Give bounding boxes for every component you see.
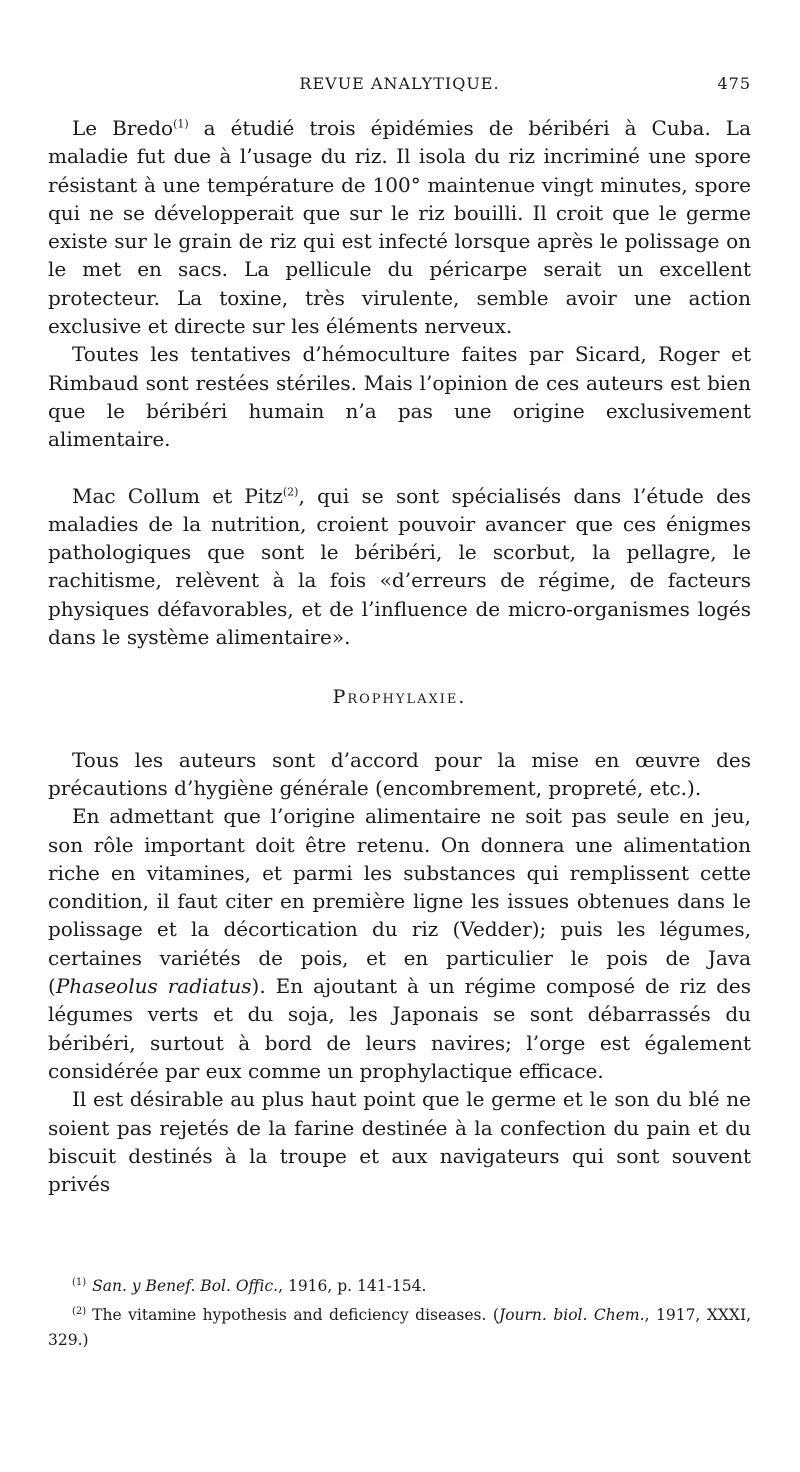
footnote-source: Journ. biol. Chem. [498, 1306, 645, 1325]
species-name: Phaseolus radiatus [55, 974, 252, 999]
footnote-source: San. y Benef. Bol. Offic. [92, 1277, 279, 1296]
footnotes [48, 1270, 751, 1353]
paragraph-ble: Il est désirable au plus haut point que le germe et le son du blé ne soient pas rejetés de la farine destinée à la confection du pain et du biscuit destinés à la troupe et aux navigateurs qui sont souvent privés [48, 1087, 751, 1197]
footnote-1 [48, 1270, 751, 1299]
running-header [48, 74, 751, 100]
text-run: Mac Collum et Pitz [72, 483, 283, 508]
text-run: a étudié trois épidémies de béribéri à Cuba. La maladie fut due à l’usage du riz. Il isola du riz incriminé une spore résistant à une température de 100° maintenue vingt minutes, spore qui ne se développerait que sur le riz bouilli. Il croit que le germe existe sur le grain de riz qui est infecté lorsque après le polissage on le met en sacs. La pellicule du péricarpe serait un excellent protecteur. La toxine, très virulente, semble avoir une action exclusive et directe sur les éléments nerveux. [48, 116, 751, 339]
paragraph-mac-collum [48, 482, 751, 652]
section-heading: Prophylaxie. [332, 686, 467, 709]
footnote-text: , 1917, XXXI, 329.) [48, 1306, 752, 1350]
text-run: ). En ajoutant à un régime composé de riz des légumes verts et du soja, les Japonais se sont débarrassés du béribéri, surtout à bord de leurs navires; l’orge est également considérée par eux comme un prophylactique efficace. [48, 974, 751, 1083]
footnote-2 [48, 1299, 751, 1353]
text-run: En admettant que l’origine alimentaire ne soit pas seule en jeu, son rôle important doit être retenu. On donnera une alimentation riche en vitamines, et parmi les substances qui remplissent cette condition, il faut citer en première ligne les issues obtenues dans le polissage et la décortication du riz (Vedder); puis les légumes, certaines variétés de pois, et en particulier le pois de Java ( [48, 804, 751, 999]
footnote-text: , 1916, p. 141-154. [278, 1277, 427, 1296]
footnote-ref-1: (1) [173, 117, 189, 131]
footnote-ref-2: (2) [282, 484, 299, 498]
paragraph-hygiene: Tous les auteurs sont d’accord pour la mise en œuvre des précautions d’hygiène générale (encombrement, propreté, etc.). [48, 747, 751, 800]
text-run: , qui se sont spécialisés dans l’étude des maladies de la nutrition, croient pouvoir avancer que ces énigmes pathologiques que sont le béribéri, le scorbut, la pellagre, le rachitisme, relèvent à la fois «d’erreurs de régime, de facteurs physiques défavorables, et de l’influence de micro-organismes logés dans le système alimentaire». [48, 483, 752, 650]
body-text [48, 114, 751, 1198]
paragraph-alimentation [48, 802, 751, 1085]
paragraph-hemoculture: Toutes les tentatives d’hémoculture faites par Sicard, Roger et Rimbaud sont restées stériles. Mais l’opinion de ces auteurs est bien que le béribéri humain n’a pas une origine exclusivement alimentaire. [48, 342, 751, 452]
paragraph-bredo [48, 114, 751, 340]
footnote-mark: (2) [72, 1306, 87, 1318]
page [48, 0, 751, 1472]
text-run: Le Bredo [72, 116, 174, 140]
page-number: 475 [717, 74, 751, 93]
footnote-text: The vitamine hypothesis and deficiency diseases. ( [92, 1306, 499, 1325]
running-title: REVUE ANALYTIQUE. [299, 74, 500, 93]
footnote-mark: (1) [72, 1277, 87, 1288]
